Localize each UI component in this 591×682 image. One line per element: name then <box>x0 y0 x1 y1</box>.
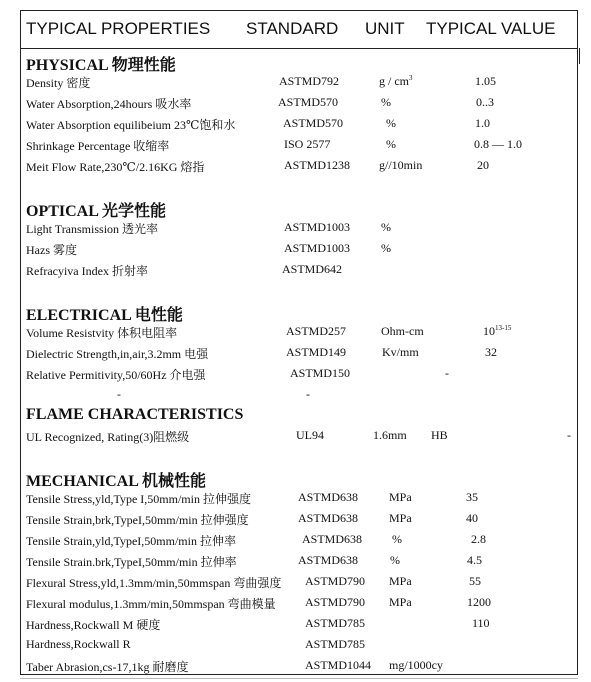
property-name: Volume Resistvity 体积电阻率 <box>26 326 178 340</box>
property-unit: MPa <box>389 511 412 525</box>
property-standard: ISO 2577 <box>284 137 331 151</box>
property-unit: % <box>386 116 396 130</box>
property-value: 1.05 <box>475 74 496 88</box>
property-value: 35 <box>466 490 478 504</box>
header-properties: TYPICAL PROPERTIES <box>26 19 211 38</box>
property-unit: % <box>381 220 391 234</box>
table-row <box>0 616 591 636</box>
property-name: Flexural modulus,1.3mm/min,50mmspan 弯曲模量 <box>26 597 276 611</box>
table-row <box>0 574 591 594</box>
property-standard: UL94 <box>296 428 324 442</box>
property-standard: ASTMD785 <box>305 616 366 630</box>
property-name: Tensile Strain.brk,TypeI,50mm/min 拉伸率 <box>26 555 237 569</box>
property-value: 4.5 <box>467 553 482 567</box>
table-row <box>0 74 591 94</box>
property-value: 55 <box>469 574 481 588</box>
property-unit: MPa <box>389 595 412 609</box>
property-standard: ASTMD790 <box>305 595 366 609</box>
property-unit: Kv/mm <box>382 345 419 359</box>
property-name: Tensile Strain,brk,TypeI,50mm/min 拉伸强度 <box>26 513 249 527</box>
property-unit: % <box>381 95 391 109</box>
bottom-shadow-line <box>20 678 578 679</box>
property-unit: % <box>381 241 391 255</box>
property-standard: ASTMD638 <box>298 511 359 525</box>
table-row <box>0 137 591 157</box>
property-standard: ASTMD638 <box>298 490 359 504</box>
table-row <box>0 345 591 365</box>
property-name: Dielectric Strength,in,air,3.2mm 电强 <box>26 347 209 361</box>
property-name: Shrinkage Percentage 收缩率 <box>26 139 170 153</box>
property-unit: MPa <box>389 574 412 588</box>
property-standard: ASTMD570 <box>278 95 339 109</box>
property-value: 0..3 <box>476 95 494 109</box>
table-row <box>0 532 591 552</box>
property-name: Light Transmission 透光率 <box>26 222 159 236</box>
property-standard: ASTMD1044 <box>305 658 372 672</box>
property-name: Taber Abrasion,cs-17,1kg 耐磨度 <box>26 660 189 674</box>
property-standard: ASTMD570 <box>283 116 344 130</box>
property-name: Hardness,Rockwall M 硬度 <box>26 618 161 632</box>
property-name: Hardness,Rockwall R <box>26 637 131 651</box>
value-base: 10 <box>483 324 495 338</box>
section-physical: PHYSICAL 物理性能 <box>26 57 176 74</box>
table-row <box>0 595 591 615</box>
property-value: 1.0 <box>475 116 490 130</box>
property-name: Water Absorption equilibeium 23℃饱和水 <box>26 118 236 132</box>
property-unit: Ohm-cm <box>381 324 424 338</box>
property-value: 40 <box>466 511 478 525</box>
value-superscript: 13-15 <box>495 324 512 332</box>
unit-superscript: 3 <box>409 74 413 82</box>
property-name: Tensile Stress,yld,Type I,50mm/min 拉伸强度 <box>26 492 251 506</box>
property-value: 1200 <box>467 595 491 609</box>
property-standard: ASTMD785 <box>305 637 366 651</box>
section-mechanical: MECHANICAL 机械性能 <box>26 473 207 490</box>
dash-mark: - <box>117 387 121 401</box>
header-standard: STANDARD <box>246 19 339 38</box>
table-row <box>0 553 591 573</box>
table-row <box>0 324 591 344</box>
table-row <box>0 658 591 678</box>
bottom-border <box>20 674 578 675</box>
property-value: 32 <box>485 345 497 359</box>
property-standard: ASTMD790 <box>305 574 366 588</box>
property-standard: ASTMD1003 <box>284 241 351 255</box>
property-name: Hazs 雾度 <box>26 243 77 257</box>
property-name: Density 密度 <box>26 76 91 90</box>
property-value <box>483 324 511 339</box>
property-name: Relative Permitivity,50/60Hz 介电强 <box>26 368 206 382</box>
section-optical: OPTICAL 光学性能 <box>26 203 167 220</box>
header-value: TYPICAL VALUE <box>426 19 556 38</box>
property-name: Water Absorption,24hours 吸水率 <box>26 97 192 111</box>
property-standard: ASTMD1238 <box>284 158 351 172</box>
unit-text: g / cm <box>379 74 409 88</box>
property-name: Flexural Stress,yld,1.3mm/min,50mmspan 弯曲强度 <box>26 576 282 590</box>
property-unit: % <box>392 532 402 546</box>
property-value: 0.8 — 1.0 <box>474 137 522 151</box>
section-electrical: ELECTRICAL 电性能 <box>26 307 183 324</box>
property-standard: ASTMD792 <box>279 74 340 88</box>
property-name: Tensile Strain,yld,TypeI,50mm/min 拉伸率 <box>26 534 236 548</box>
table-row <box>0 262 591 282</box>
property-standard: ASTMD257 <box>286 324 347 338</box>
property-value: - <box>445 366 449 380</box>
property-value: 110 <box>472 616 490 630</box>
property-extra: - <box>567 428 571 442</box>
dash-mark: - <box>306 387 310 401</box>
property-unit: MPa <box>389 490 412 504</box>
property-value: 2.8 <box>471 532 486 546</box>
property-name: Refracyiva Index 折射率 <box>26 264 148 278</box>
property-name: UL Recognized, Rating(3)阻燃级 <box>26 430 190 444</box>
table-row <box>0 637 591 657</box>
property-unit: 1.6mm <box>373 428 407 442</box>
header-divider <box>20 48 578 49</box>
property-value: 20 <box>477 158 489 172</box>
table-row <box>0 511 591 531</box>
table-row <box>0 241 591 261</box>
property-value: HB <box>431 428 448 442</box>
property-unit: mg/1000cy <box>389 658 443 672</box>
header-unit: UNIT <box>365 19 405 38</box>
property-standard: ASTMD638 <box>302 532 363 546</box>
table-row <box>0 220 591 240</box>
table-row <box>0 366 591 386</box>
cursor-mark <box>579 48 580 64</box>
property-standard: ASTMD642 <box>282 262 343 276</box>
property-name: Meit Flow Rate,230℃/2.16KG 熔指 <box>26 160 205 174</box>
table-row <box>0 428 591 448</box>
table-row <box>0 95 591 115</box>
table-header <box>20 10 578 48</box>
table-row <box>0 158 591 178</box>
property-standard: ASTMD149 <box>286 345 347 359</box>
property-unit <box>379 74 413 89</box>
property-standard: ASTMD150 <box>290 366 351 380</box>
property-standard: ASTMD1003 <box>284 220 351 234</box>
table-row <box>0 116 591 136</box>
property-standard: ASTMD638 <box>298 553 359 567</box>
property-unit: % <box>390 553 400 567</box>
property-unit: g//10min <box>379 158 423 172</box>
table-row <box>0 490 591 510</box>
section-flame: FLAME CHARACTERISTICS <box>26 406 244 423</box>
property-unit: % <box>386 137 396 151</box>
